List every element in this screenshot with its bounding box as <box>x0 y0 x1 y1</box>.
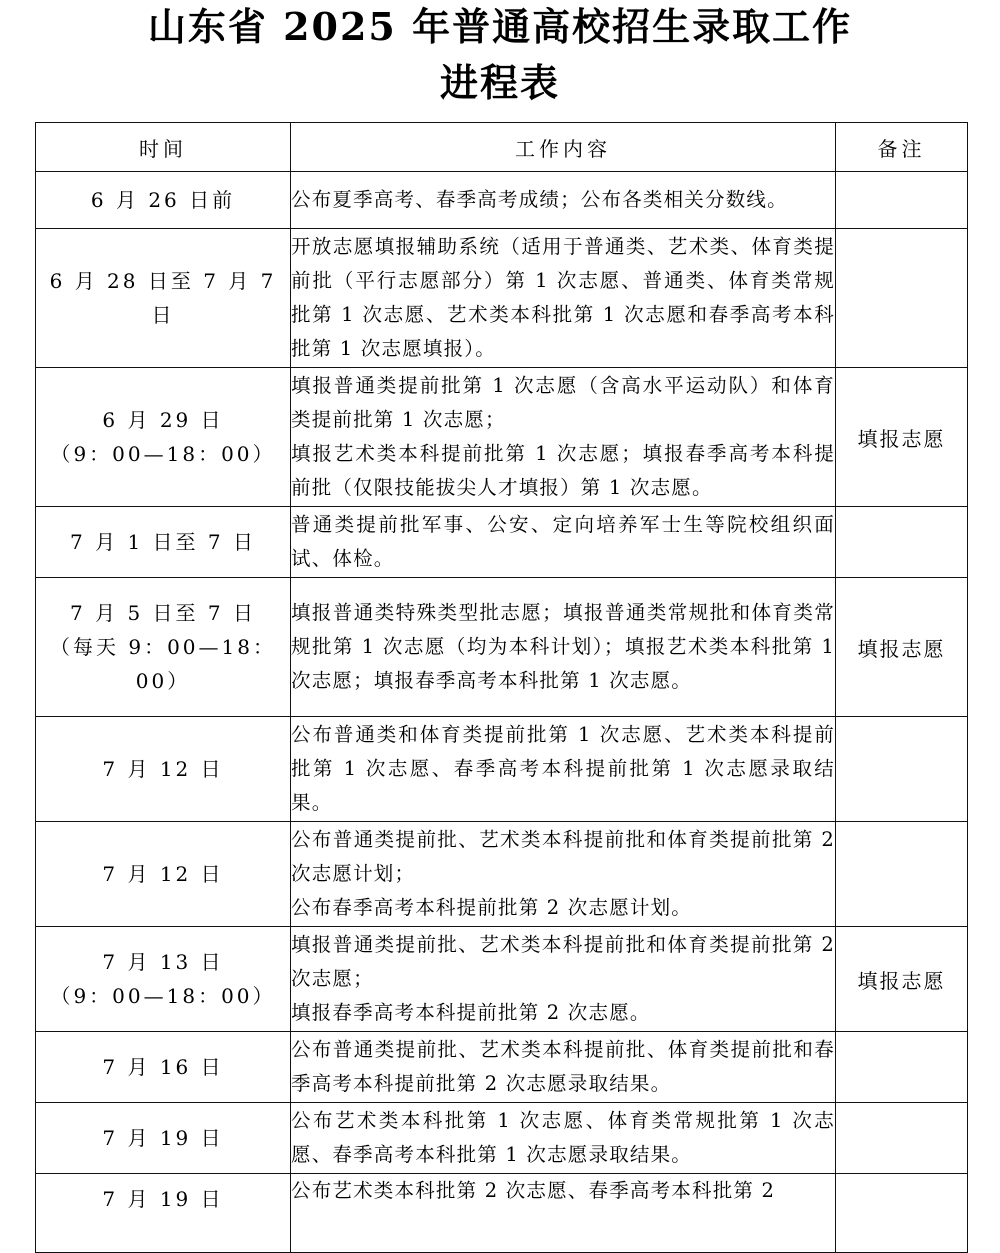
content-text: 公布艺术类本科批第 1 次志愿、体育类常规批第 1 次志愿、春季高考本科批第 1 次志愿录取结果。 <box>291 1109 835 1166</box>
note-cell: 填报志愿 <box>836 578 968 717</box>
table-row <box>36 717 968 822</box>
time-text: 7 月 12 日 <box>102 862 224 886</box>
time-text: 6 月 26 日前 <box>90 188 236 212</box>
content-cell <box>291 229 836 368</box>
table-row <box>36 1103 968 1174</box>
time-text: 7 月 19 日 <box>102 1126 224 1150</box>
note-cell <box>836 1103 968 1174</box>
note-cell <box>836 507 968 578</box>
table-row <box>36 927 968 1032</box>
time-text: （9：00—18：00） <box>50 442 276 466</box>
note-cell <box>836 172 968 229</box>
table-header-row <box>36 123 968 172</box>
content-cell <box>291 1174 836 1253</box>
page-title: 山东省 2025 年普通高校招生录取工作 <box>147 4 853 49</box>
time-text: 7 月 12 日 <box>102 757 224 781</box>
time-cell <box>36 717 291 822</box>
time-text: 7 月 19 日 <box>102 1187 224 1211</box>
content-text: 公布春季高考本科提前批第 2 次志愿计划。 <box>291 896 693 919</box>
content-cell <box>291 1032 836 1103</box>
note-cell: 填报志愿 <box>836 927 968 1032</box>
time-text: 7 月 16 日 <box>102 1055 224 1079</box>
table-row <box>36 507 968 578</box>
content-text: 开放志愿填报辅助系统（适用于普通类、艺术类、体育类提前批（平行志愿部分）第 1 次志愿、普通类、体育类常规批第 1 次志愿、艺术类本科批第 1 次志愿和春季高考本科批第 1 次志愿填报）。 <box>291 235 835 360</box>
time-text: 7 月 13 日 <box>102 950 224 974</box>
content-text: 填报普通类提前批第 1 次志愿（含高水平运动队）和体育类提前批第 1 次志愿； <box>291 374 835 431</box>
time-cell <box>36 1174 291 1253</box>
time-cell <box>36 368 291 507</box>
page-title-line2: 进程表 <box>439 60 560 105</box>
note-cell <box>836 717 968 822</box>
time-cell <box>36 1032 291 1103</box>
content-cell <box>291 172 836 229</box>
table-row <box>36 368 968 507</box>
content-text: 普通类提前批军事、公安、定向培养军士生等院校组织面试、体检。 <box>291 513 835 570</box>
content-text: 公布艺术类本科批第 2 次志愿、春季高考本科批第 2 <box>291 1179 776 1202</box>
time-text: 7 月 1 日至 7 日 <box>70 530 256 554</box>
note-cell <box>836 1032 968 1103</box>
note-cell: 填报志愿 <box>836 368 968 507</box>
time-cell <box>36 172 291 229</box>
content-cell <box>291 368 836 507</box>
note-cell <box>836 1174 968 1253</box>
content-cell <box>291 578 836 717</box>
time-cell <box>36 578 291 717</box>
time-text: 6 月 28 日至 7 月 7 日 <box>49 269 277 327</box>
time-cell <box>36 927 291 1032</box>
table-row <box>36 1174 968 1253</box>
time-text: （每天 9：00—18：00） <box>50 635 276 693</box>
content-cell <box>291 1103 836 1174</box>
time-cell <box>36 229 291 368</box>
header-content: 工作内容 <box>291 123 836 172</box>
time-text: （9：00—18：00） <box>50 984 276 1008</box>
content-text: 公布夏季高考、春季高考成绩；公布各类相关分数线。 <box>291 188 788 211</box>
time-cell <box>36 507 291 578</box>
time-text: 7 月 5 日至 7 日 <box>70 601 256 625</box>
content-cell <box>291 927 836 1032</box>
content-text: 填报普通类提前批、艺术类本科提前批和体育类提前批第 2 次志愿； <box>291 933 835 990</box>
table-row <box>36 578 968 717</box>
time-cell <box>36 822 291 927</box>
table-row <box>36 822 968 927</box>
time-text: 6 月 29 日 <box>102 408 224 432</box>
content-cell <box>291 822 836 927</box>
content-text: 公布普通类和体育类提前批第 1 次志愿、艺术类本科提前批第 1 次志愿、春季高考本科提前批第 1 次志愿录取结果。 <box>291 723 835 814</box>
note-cell <box>836 229 968 368</box>
content-cell <box>291 717 836 822</box>
table-row <box>36 172 968 229</box>
content-text: 公布普通类提前批、艺术类本科提前批和体育类提前批第 2 次志愿计划； <box>291 828 835 885</box>
note-cell <box>836 822 968 927</box>
schedule-table <box>35 122 968 1253</box>
content-cell <box>291 507 836 578</box>
table-row <box>36 229 968 368</box>
header-time: 时间 <box>36 123 291 172</box>
content-text: 填报春季高考本科提前批第 2 次志愿。 <box>291 1001 651 1024</box>
content-text: 公布普通类提前批、艺术类本科提前批、体育类提前批和春季高考本科提前批第 2 次志愿录取结果。 <box>291 1038 835 1095</box>
header-note: 备注 <box>836 123 968 172</box>
time-cell <box>36 1103 291 1174</box>
table-row <box>36 1032 968 1103</box>
content-text: 填报艺术类本科提前批第 1 次志愿；填报春季高考本科提前批（仅限技能拔尖人才填报）第 1 次志愿。 <box>291 442 835 499</box>
content-text: 填报普通类特殊类型批志愿；填报普通类常规批和体育类常规批第 1 次志愿（均为本科计划）；填报艺术类本科批第 1 次志愿；填报春季高考本科批第 1 次志愿。 <box>291 601 835 692</box>
